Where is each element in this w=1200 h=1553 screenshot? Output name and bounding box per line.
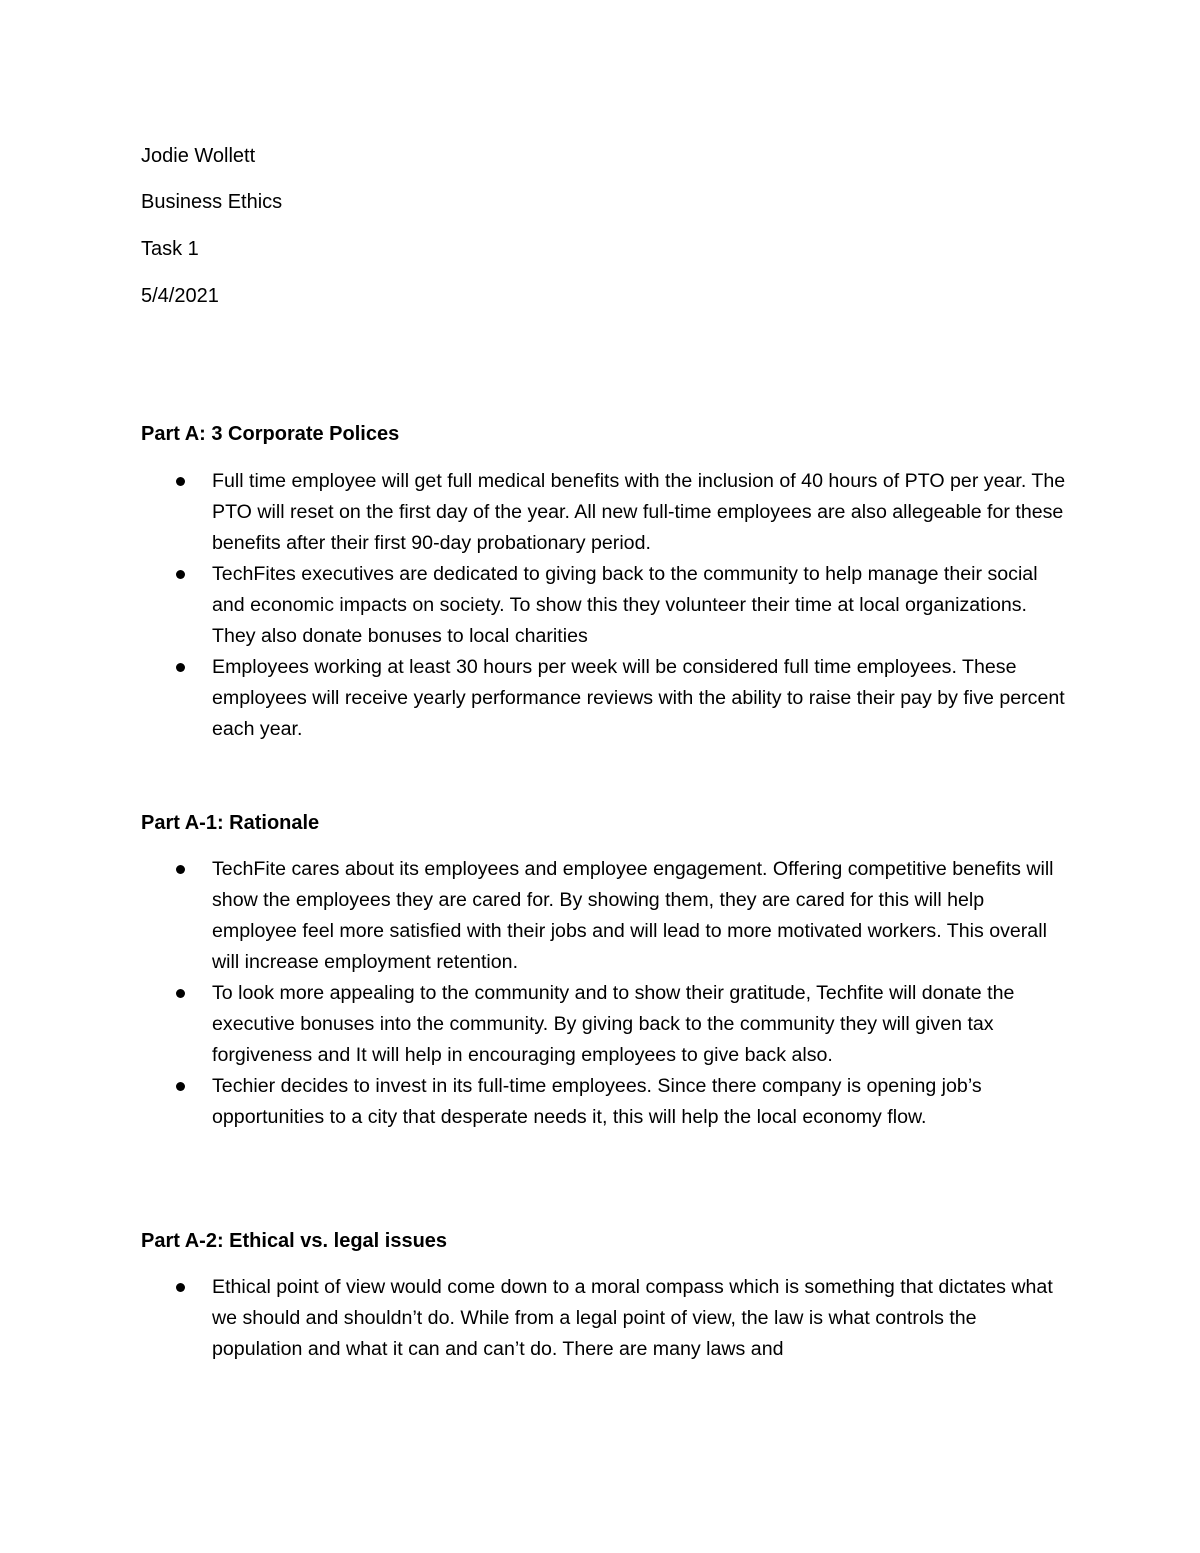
bullet-text: Techier decides to invest in its full-time employees. Since there company is opening job’s opportunities to a city that desperate needs it, this will help the local economy flow. xyxy=(212,1075,982,1128)
bullet-icon xyxy=(176,865,185,874)
list-item xyxy=(141,854,1071,978)
section-heading-part-a1: Part A-1: Rationale xyxy=(141,812,320,834)
author-name: Jodie Wollett xyxy=(141,145,256,167)
section-heading-part-a2: Part A-2: Ethical vs. legal issues xyxy=(141,1230,448,1252)
bullet-text: To look more appealing to the community and to show their gratitude, Techfite will donate the executive bonuses into the community. By giving back to the community they will given tax forgiveness and It will help in encouraging employees to give back also. xyxy=(212,982,1015,1066)
document-date: 5/4/2021 xyxy=(141,285,219,307)
bullet-icon xyxy=(176,477,185,486)
bullet-list-part-a xyxy=(141,466,1071,745)
task-label: Task 1 xyxy=(141,238,199,260)
bullet-icon xyxy=(176,663,185,672)
bullet-icon xyxy=(176,1283,185,1292)
list-item xyxy=(141,978,1071,1071)
bullet-icon xyxy=(176,570,185,579)
bullet-icon xyxy=(176,989,185,998)
list-item xyxy=(141,466,1071,559)
bullet-list-part-a2 xyxy=(141,1272,1071,1365)
bullet-text: Employees working at least 30 hours per week will be considered full time employees. These employees will receive yearly performance reviews with the ability to raise their pay by five percent each year. xyxy=(212,656,1065,740)
list-item xyxy=(141,652,1071,745)
list-item xyxy=(141,1071,1071,1133)
bullet-text: Full time employee will get full medical benefits with the inclusion of 40 hours of PTO per year. The PTO will reset on the first day of the year. All new full-time employees are also allegeable for these benefits after their first 90-day probationary period. xyxy=(212,470,1066,554)
list-item xyxy=(141,559,1071,652)
course-name: Business Ethics xyxy=(141,191,283,213)
bullet-text: Ethical point of view would come down to a moral compass which is something that dictates what we should and shouldn’t do. While from a legal point of view, the law is what controls the population and what it can and can’t do. There are many laws and xyxy=(212,1276,1053,1360)
section-heading-part-a: Part A: 3 Corporate Polices xyxy=(141,423,400,445)
bullet-list-part-a1 xyxy=(141,854,1071,1133)
bullet-text: TechFite cares about its employees and employee engagement. Offering competitive benefits will show the employees they are cared for. By showing them, they are cared for this will help employee feel more satisfied with their jobs and will lead to more motivated workers. This overall will increase employment retention. xyxy=(212,858,1054,973)
list-item xyxy=(141,1272,1071,1365)
bullet-text: TechFites executives are dedicated to giving back to the community to help manage their social and economic impacts on society. To show this they volunteer their time at local organizations. They also donate bonuses to local charities xyxy=(212,563,1038,647)
bullet-icon xyxy=(176,1082,185,1091)
